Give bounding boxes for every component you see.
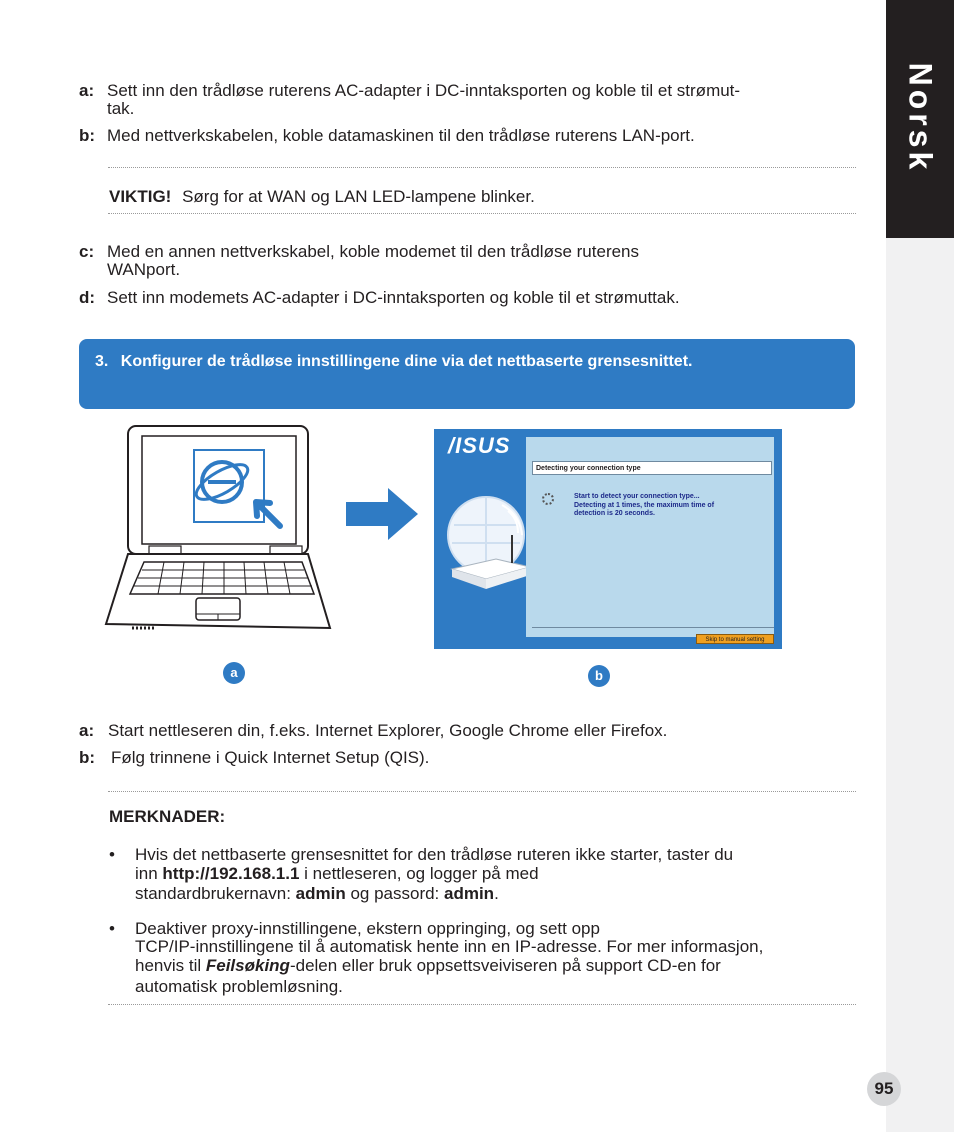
page-number: 95 [867,1072,901,1106]
note2-text-refer: henvis til [135,956,206,975]
note2-line2: TCP/IP-innstillingene til å automatisk hente inn en IP-adresse. For mer informasjon, [135,937,764,956]
note2-line4: automatisk problemløsning. [135,977,343,996]
note-divider-top [108,167,856,168]
note2-line3 [135,956,721,975]
item-a-text-line2: tak. [107,99,135,118]
qis-status-line2: Detecting at 1 times, the maximum time of [574,502,715,509]
note1-text-inn: inn [135,864,163,883]
step3-heading [95,352,692,372]
skip-to-manual-setting-button[interactable]: Skip to manual setting [696,634,774,644]
important-label: VIKTIG! [109,187,172,206]
item-c-text-line1: Med en annen nettverkskabel, koble modemet til den trådløse ruterens [107,242,640,261]
step3-title: Konfigurer de trådløse innstillingene dine via det nettbaserte grensesnittet. [120,353,693,370]
laptop-illustration [104,424,354,638]
asus-logo: /ISUS [448,433,511,458]
item-a-label: a: [79,81,95,100]
note1-text-username: standardbrukernavn: [135,884,296,903]
router-url: http://192.168.1.1 [162,864,300,883]
note1-text-password: og passord: [345,884,444,903]
figure-badge-a: a [223,662,245,684]
globe-router-graphic [446,485,534,595]
default-username: admin [295,884,346,903]
qis-screenshot [434,429,782,649]
note2-text-section: -delen eller bruk oppsettsveiviseren på support CD-en for [289,956,721,975]
item-c-label: c: [79,242,95,261]
notes-divider-bottom [108,1004,856,1005]
note1-line2 [135,864,539,883]
step3-a-label: a: [79,721,95,740]
step3-number: 3. [95,353,109,370]
item-a-text-line1: Sett inn den trådløse ruterens AC-adapter i DC-inntaksporten og koble til et strømut- [107,81,741,100]
note2-line1: Deaktiver proxy-innstillingene, ekstern oppringing, og sett opp [135,919,600,938]
troubleshooting-term: Feilsøking [205,956,290,975]
notes-title: MERKNADER: [109,807,226,826]
important-text: Sørg for at WAN og LAN LED-lampene blinker. [182,187,535,206]
note2-bullet: • [109,919,115,938]
qis-status-line1: Start to detect your connection type... [574,493,700,500]
loading-spinner-icon [542,493,554,505]
notes-divider-top [108,791,856,792]
step3-b-text: Følg trinnene i Quick Internet Setup (QIS). [111,748,430,767]
step3-a-text: Start nettleseren din, f.eks. Internet Explorer, Google Chrome eller Firefox. [108,721,668,740]
important-note [109,187,535,206]
note-divider-bottom [108,213,856,214]
qis-status-line3: detection is 20 seconds. [574,510,655,517]
step3-banner [79,339,855,409]
note1-bullet: • [109,845,115,864]
qis-section-header: Detecting your connection type [532,461,772,475]
note1-line3 [135,884,499,903]
right-arrow-icon [346,488,418,540]
item-b-text: Med nettverkskabelen, koble datamaskinen til den trådløse ruterens LAN-port. [107,126,695,145]
note1-period: . [494,884,499,903]
note1-line1: Hvis det nettbaserte grensesnittet for den trådløse ruteren ikke starter, taster du [135,845,734,864]
figure-badge-b: b [588,665,610,687]
item-c-text-line2: WANport. [107,260,181,279]
browser-icon-frame [194,450,264,522]
language-tab-label: Norsk [902,62,939,174]
note1-text-browser: i nettleseren, og logger på med [299,864,539,883]
item-b-label: b: [79,126,96,145]
default-password: admin [444,884,495,903]
step3-b-label: b: [79,748,96,767]
item-d-label: d: [79,288,96,307]
item-d-text: Sett inn modemets AC-adapter i DC-inntaksporten og koble til et strømuttak. [107,288,680,307]
